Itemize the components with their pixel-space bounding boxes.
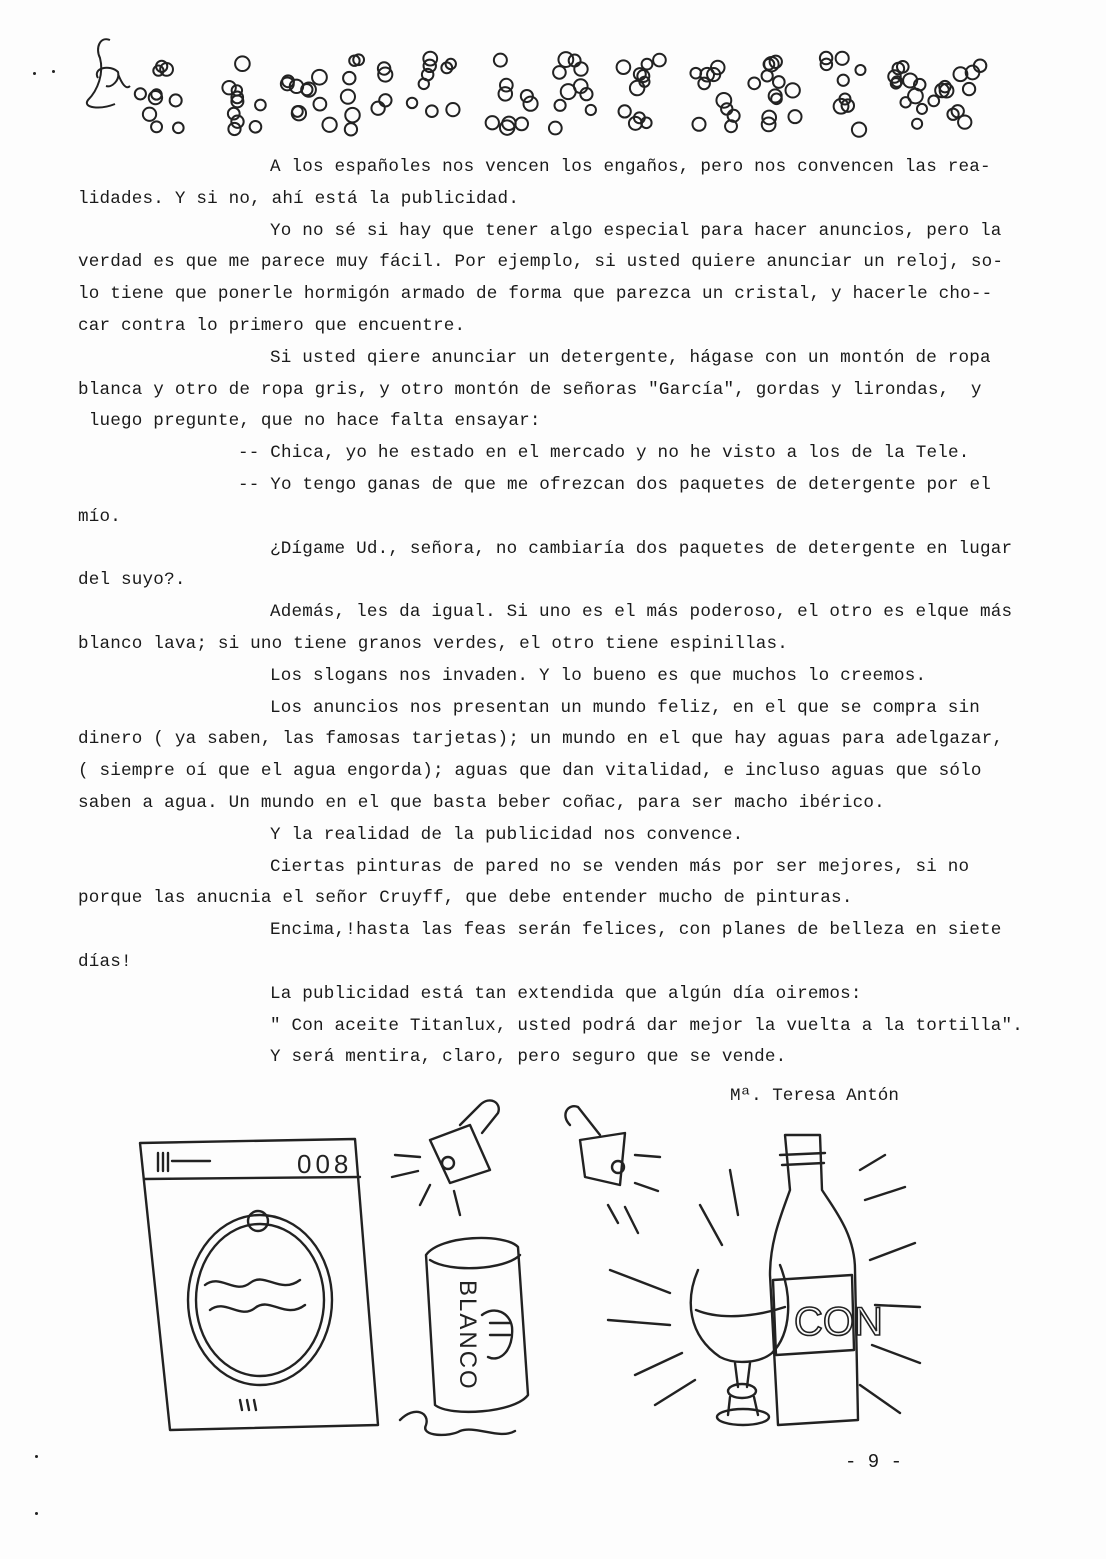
page-number: - 9 - [845, 1451, 903, 1473]
spotlight-right-drawing [565, 1106, 660, 1233]
title-circle [312, 70, 327, 85]
title-circle [786, 83, 800, 97]
title-circle [322, 118, 336, 132]
title-circle [549, 122, 562, 135]
title-circle [642, 59, 653, 70]
title-circle [855, 65, 865, 75]
title-circle [222, 81, 235, 94]
title-circle [912, 119, 922, 129]
text-line: Ciertas pinturas de pared no se venden más por ser mejores, si no [270, 856, 970, 877]
title-circle [313, 98, 326, 111]
title-circle [836, 52, 849, 65]
text-line: del suyo?. [78, 570, 186, 591]
title-circle [928, 96, 939, 107]
text-line: ( siempre oí que el agua engorda); aguas que dan vitalidad, e incluso aguas que sólo [78, 761, 982, 782]
bottle-drawing [770, 1135, 858, 1425]
radiating-lines-drawing [608, 1155, 920, 1413]
title-circle [908, 89, 923, 104]
title-circle [569, 55, 581, 67]
title-circle [250, 121, 262, 133]
title-circle [494, 54, 507, 67]
text-line: verdad es que me parece muy fácil. Por ejemplo, si usted quiere anunciar un reloj, so- [78, 252, 1004, 273]
author-signature: Mª. Teresa Antón [730, 1086, 899, 1106]
title-circle [523, 97, 537, 111]
text-line: La publicidad está tan extendida que algún día oiremos: [270, 983, 862, 1004]
text-line: ¿Dígame Ud., señora, no cambiaría dos paquetes de detergente en lugar [270, 538, 1013, 559]
package-label: BLANCO [454, 1280, 481, 1391]
title-circle [748, 77, 760, 89]
title-circle [446, 103, 459, 116]
title-circle [762, 70, 773, 81]
text-line: " Con aceite Titanlux, usted podrá dar mejor la vuelta a la tortilla". [270, 1015, 1024, 1036]
speck [33, 72, 36, 75]
text-line: dinero ( ya saben, las famosas tarjetas); un mundo en el que hay aguas para adelgazar, [78, 729, 1004, 750]
text-line: -- Chica, yo he estado en el mercado y no he visto a los de la Tele. [238, 443, 970, 464]
title-circle [698, 78, 710, 90]
speck [35, 1512, 38, 1515]
title-circle [553, 66, 566, 79]
title-circle [135, 88, 146, 99]
title-circle [423, 52, 437, 66]
title-circle [341, 90, 355, 104]
text-line: Encima,!hasta las feas serán felices, con planes de belleza en siete [270, 920, 1002, 941]
title-circle [255, 100, 266, 111]
washer-counter: 008 [297, 1149, 353, 1179]
spotlight-left-drawing [392, 1100, 499, 1215]
title-circle [773, 76, 785, 88]
text-line: lo tiene que ponerle hormigón armado de forma que parezca un cristal, y hacerle cho-- [78, 284, 993, 305]
text-line: porque las anucnia el señor Cruyff, que debe entender mucho de pinturas. [78, 888, 853, 909]
text-line: -- Yo tengo ganas de que me ofrezcan dos paquetes de detergente por el [238, 474, 992, 495]
title-circle [143, 108, 156, 121]
title-circle [345, 123, 357, 135]
text-line: Los anuncios nos presentan un mundo feliz, en el que se compra sin [270, 697, 981, 718]
title-circle [619, 105, 631, 117]
washing-machine-drawing [140, 1139, 378, 1430]
title-circle [292, 106, 306, 120]
article-body [78, 152, 1068, 1074]
title-circle [617, 60, 631, 74]
title-circle [426, 105, 438, 117]
title-circle [555, 100, 566, 111]
title-circle [379, 94, 391, 106]
text-line: Y la realidad de la publicidad nos convence. [270, 824, 744, 845]
text-line: lidades. Y si no, ahí está la publicidad. [78, 188, 520, 209]
text-line: mío. [78, 506, 122, 527]
title-circle [574, 62, 587, 75]
text-line: Los slogans nos invaden. Y lo bueno es que muchos lo creemos. [270, 665, 927, 686]
title-circle [343, 72, 355, 84]
title-circle [235, 56, 250, 71]
title-circle [515, 118, 528, 131]
title-circle [371, 102, 384, 115]
title-circle [486, 116, 499, 129]
text-line: A los españoles nos vencen los engaños, pero nos convencen las rea- [270, 157, 991, 177]
text-line: Yo no sé si hay que tener algo especial para hacer anuncios, pero la [270, 220, 1002, 241]
title-circle [721, 103, 732, 114]
title-circle [151, 121, 162, 132]
text-line: blanco lava; si uno tiene granos verdes, el otro tiene espinillas. [78, 633, 789, 654]
text-line: saben a agua. Un mundo en el que basta beber coñac, para ser macho ibérico. [78, 792, 885, 813]
title-circle [630, 81, 644, 95]
title-circle [419, 79, 429, 89]
text-line: car contra lo primero que encuentre. [78, 315, 466, 336]
title-circle [170, 94, 182, 106]
title-circle [838, 75, 849, 86]
speck [52, 70, 55, 73]
title-circle [499, 87, 513, 101]
title-circle [692, 118, 705, 131]
decorative-title [70, 28, 1030, 143]
title-circle [788, 110, 801, 123]
title-circle [852, 123, 866, 137]
title-circle [407, 98, 417, 108]
text-line: Además, les da igual. Si uno es el más poderoso, el otro es elque más [270, 602, 1013, 623]
text-line: blanca y otro de ropa gris, y otro montón de señoras "García", gordas y lirondas, y [78, 379, 982, 400]
title-circle [228, 123, 240, 135]
text-line: luego pregunte, que no hace falta ensayar: [78, 411, 541, 432]
title-circle [500, 120, 514, 134]
illustration [130, 1095, 1080, 1440]
text-line: días! [78, 951, 132, 972]
title-circle [173, 123, 184, 134]
title-circle [561, 84, 576, 99]
title-circle [917, 104, 927, 114]
title-circle [345, 108, 359, 122]
bottle-label: CON [794, 1300, 883, 1344]
title-circle [586, 105, 596, 115]
text-line: Si usted qiere anunciar un detergente, hágase con un montón de ropa [270, 347, 991, 368]
title-script-L [87, 39, 115, 107]
title-circle [653, 54, 666, 67]
text-line: Y será mentira, claro, pero seguro que se vende. [270, 1047, 787, 1068]
title-circle [963, 83, 975, 95]
title-circle [716, 93, 731, 108]
speck [35, 1455, 38, 1458]
